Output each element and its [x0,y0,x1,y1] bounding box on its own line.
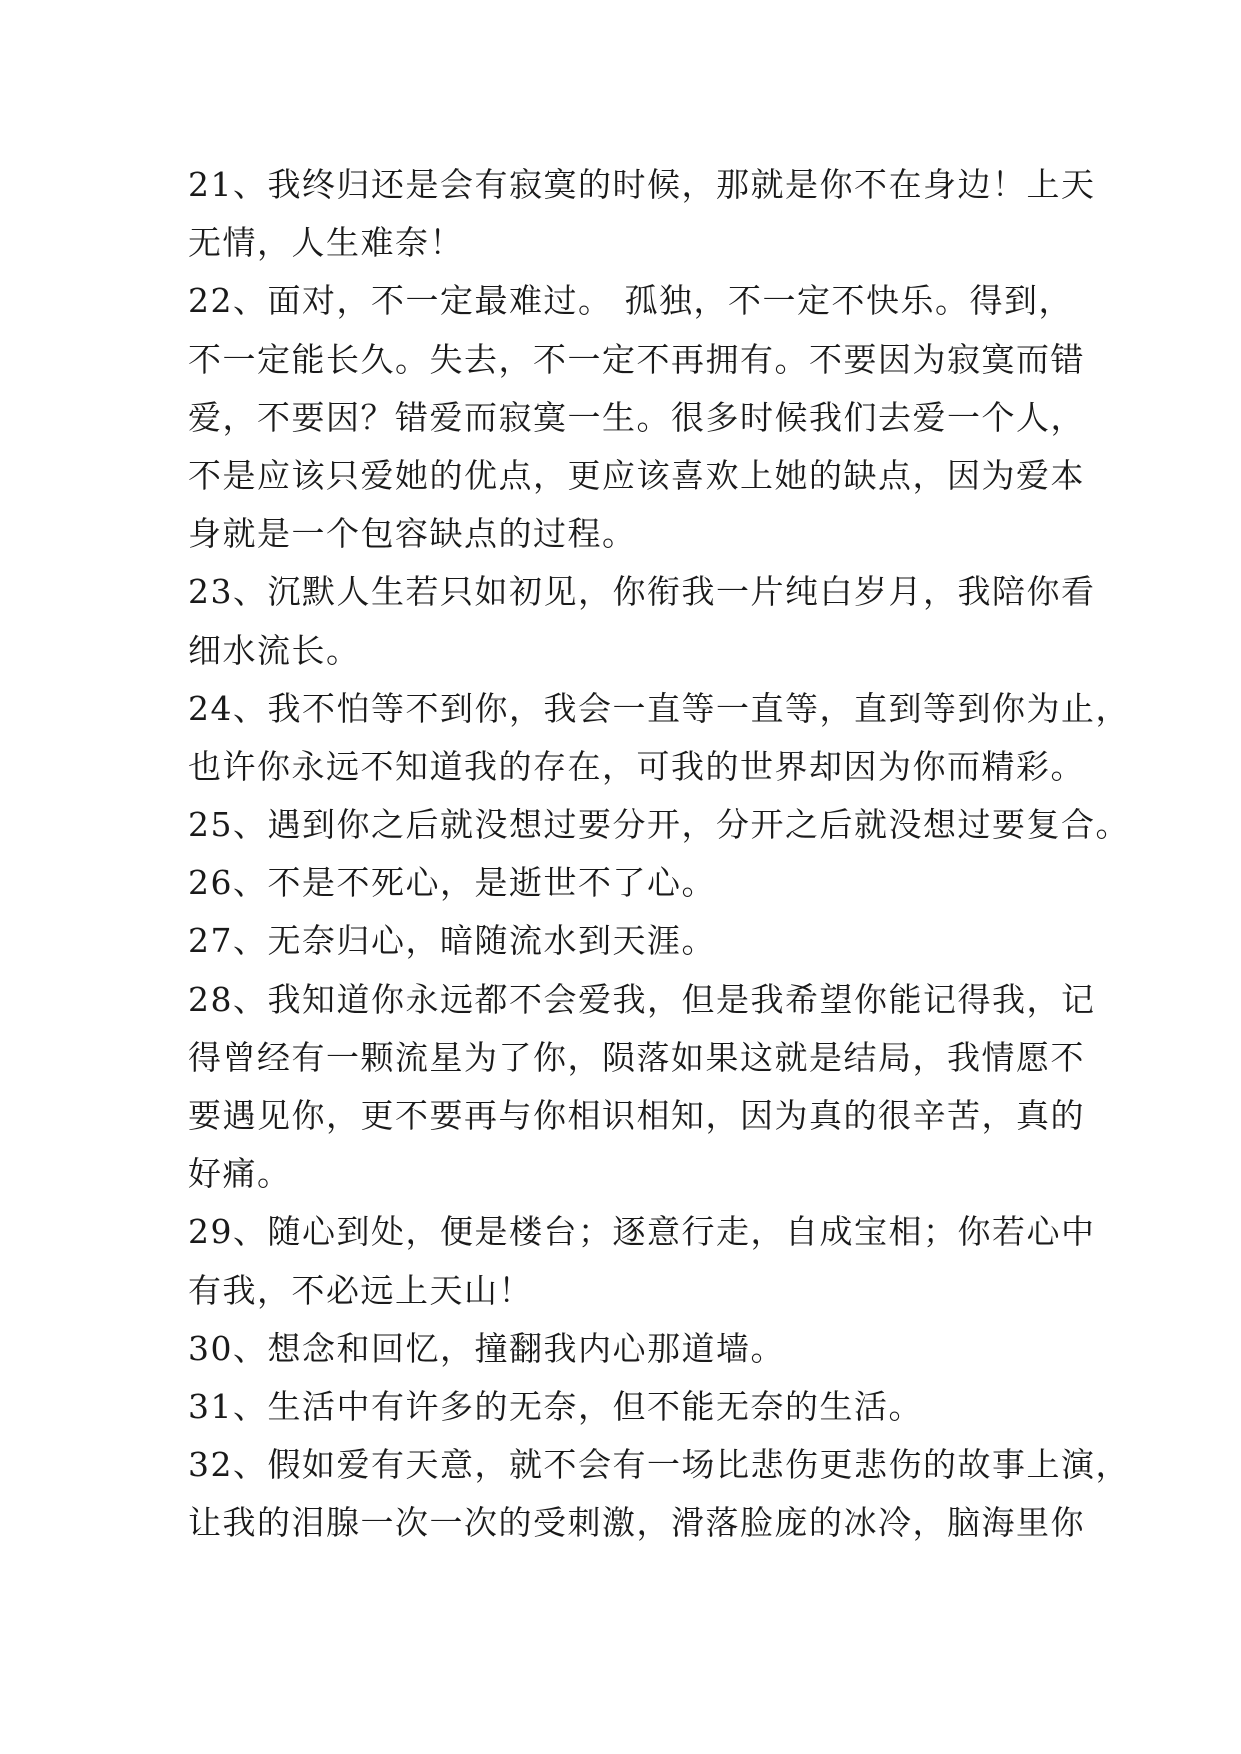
text-line: 有我，不必远上天山！ [188,1270,533,1310]
text-line: 不一定能长久。失去，不一定不再拥有。不要因为寂寞而错 [188,339,1085,379]
text-line: 27、无奈归心，暗随流水到天涯。 [188,921,716,961]
text-line: 21、我终归还是会有寂寞的时候，那就是你不在身边！上天 [188,165,1096,204]
text-line: 28、我知道你永远都不会爱我，但是我希望你能记得我，记 [188,979,1096,1019]
text-line: 不是应该只爱她的优点，更应该喜欢上她的缺点，因为爱本 [188,455,1085,495]
text-line: 29、随心到处，便是楼台；逐意行走，自成宝相；你若心中 [188,1212,1096,1252]
text-line: 无情，人生难奈！ [188,223,464,263]
text-line: 24、我不怕等不到你，我会一直等一直等，直到等到你为止， [188,688,1130,728]
text-line: 要遇见你，更不要再与你相识相知，因为真的很辛苦，真的 [188,1096,1085,1135]
text-line: 31、生活中有许多的无奈，但不能无奈的生活。 [188,1386,923,1426]
text-line: 26、不是不死心，是逝世不了心。 [188,863,716,903]
text-line: 23、沉默人生若只如初见，你衔我一片纯白岁月，我陪你看 [188,572,1096,612]
text-line: 身就是一个包容缺点的过程。 [188,514,637,554]
text-line: 爱，不要因？错爱而寂寞一生。很多时候我们去爱一个人， [188,397,1085,437]
text-line: 32、假如爱有天意，就不会有一场比悲伤更悲伤的故事上演， [188,1445,1130,1485]
text-line: 也许你永远不知道我的存在，可我的世界却因为你而精彩。 [188,746,1085,786]
text-line: 22、面对，不一定最难过。 孤独，不一定不快乐。得到， [188,281,1073,321]
text-line: 25、遇到你之后就没想过要分开，分开之后就没想过要复合。 [188,805,1130,845]
text-line: 好痛。 [188,1154,292,1194]
text-line: 30、想念和回忆，撞翻我内心那道墙。 [188,1328,785,1368]
text-line: 细水流长。 [188,630,361,670]
document-body [188,156,1130,1553]
text-line: 得曾经有一颗流星为了你，陨落如果这就是结局，我情愿不 [188,1037,1085,1077]
text-line: 让我的泪腺一次一次的受刺激，滑落脸庞的冰冷，脑海里你 [188,1503,1085,1543]
